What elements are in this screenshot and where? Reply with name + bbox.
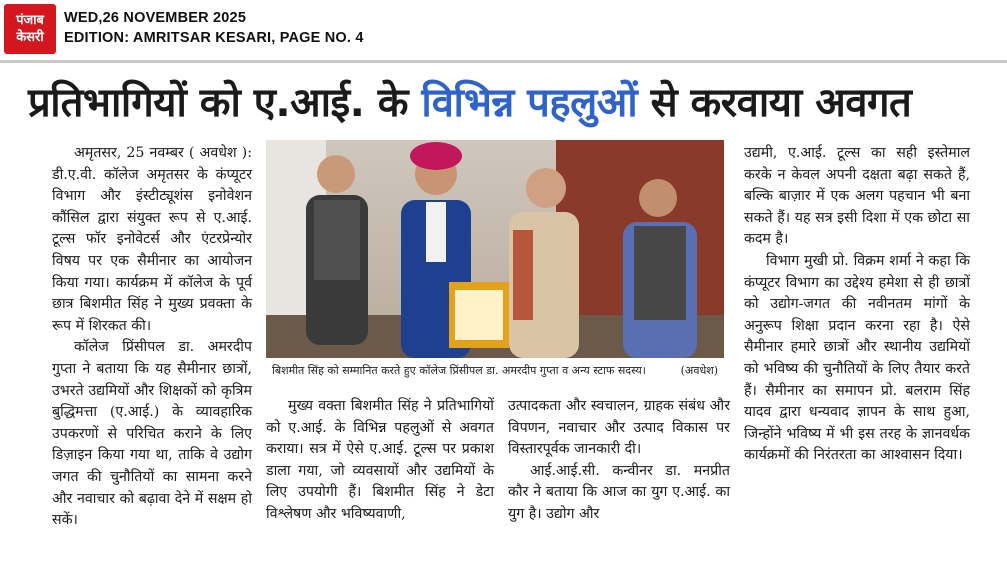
article-headline [28, 74, 988, 132]
caption-credit: (अवधेश) [680, 364, 718, 377]
logo-line-2: केसरी [16, 30, 44, 45]
headline-part-1: प्रतिभागियों को ए.आई. के [28, 80, 422, 126]
header-divider [0, 60, 1007, 63]
headline-highlight: विभिन्न पहलुओं [421, 80, 638, 126]
edition-meta [64, 8, 364, 48]
paragraph: आई.आई.सी. कन्वीनर डा. मनप्रीत कौर ने बताया कि आज का युग ए.आई. का युग है। उद्योग और [508, 462, 730, 522]
edition-info: EDITION: AMRITSAR KESARI, PAGE NO. 4 [64, 30, 364, 46]
article-photo [266, 140, 724, 358]
photo-illustration [266, 140, 724, 358]
masthead [0, 0, 1007, 58]
paragraph: विभाग मुखी प्रो. विक्रम शर्मा ने कहा कि कंप्यूटर विभाग का उद्देश्य हमेशा से ही छात्रों को उद्योग-जगत की नवीनतम मांगों के अनुरूप शिक्षा प्रदान करना रहा है। ऐसे सैमीनार हमारे छात्रों और स्थानीय उद्यमियों को भविष्य की चुनौतियों के लिए तैयार करते हैं। सैमीनार का समापन प्रो. बलराम सिंह यादव द्वारा धन्यवाद ज्ञापन के साथ हुआ, जिन्होंने भविष्य में भी इस तरह के ज्ञानवर्धक कार्यक्रमों की निरंतरता का आश्वासन दिया। [744, 252, 970, 464]
article-column-4 [744, 143, 970, 467]
paragraph: अमृतसर, 25 नवम्बर ( अवधेश ): डी.ए.वी. कॉलेज अमृतसर के कंप्यूटर विभाग और इंस्टीट्यूशंस इनोवेशन कौंसिल द्वारा संयुक्त रूप से ए.आई. टूल्स फॉर इनोवेटर्स और एंटरप्रेन्योर विषय पर एक सैमीनार का आयोजन किया गया। कार्यक्रम में कॉलेज के पूर्व छात्र बिशमीत सिंह ने मुख्य प्रवक्ता के रूप में शिरकत की। [52, 145, 252, 334]
paragraph: उद्यमी, ए.आई. टूल्स का सही इस्तेमाल करके न केवल अपनी दक्षता बढ़ा सकते हैं, बल्कि बाज़ार में एक अलग पहचान भी बना सकते हैं। यह सत्र इसी दिशा में एक छोटा सा कदम है। [744, 145, 970, 248]
article-column-1 [52, 143, 252, 532]
article-column-3 [508, 396, 730, 526]
headline-part-3: से करवाया अवगत [637, 80, 912, 126]
photo-caption [266, 360, 724, 382]
logo-line-1: पंजाब [16, 13, 44, 28]
article-column-2 [266, 396, 494, 526]
paragraph: उत्पादकता और स्वचालन, ग्राहक संबंध और विपणन, नवाचार और उत्पाद विकास पर विस्तारपूर्वक जानकारी दी। [508, 398, 730, 458]
paragraph: मुख्य वक्ता बिशमीत सिंह ने प्रतिभागियों को ए.आई. के विभिन्न पहलुओं से अवगत कराया। सत्र में ऐसे ए.आई. टूल्स पर प्रकाश डाला गया, जो व्यवसायों और उद्यमियों के लिए उपयोगी हैं। बिशमीत सिंह ने डेटा विश्लेषण और भविष्यवाणी, [266, 398, 494, 522]
paragraph: कॉलेज प्रिंसीपल डा. अमरदीप गुप्ता ने बताया कि यह सैमीनार छात्रों, उभरते उद्यमियों और शिक्षकों को कृत्रिम बुद्धिमत्ता (ए.आई.) के व्यावहारिक उपकरणों से परिचित कराने के लिए डिज़ाइन किया गया था, ताकि वे उद्योग जगत की चुनौतियों का सामना करने और नवाचार को बढ़ावा देने में सक्षम हो सकें। [52, 339, 252, 529]
publication-date: WED,26 NOVEMBER 2025 [64, 10, 247, 26]
caption-text: बिशमीत सिंह को सम्मानित करते हुए कॉलेज प्रिंसीपल डा. अमरदीप गुप्ता व अन्य स्टाफ सदस्य। [272, 364, 646, 377]
punjab-kesari-logo [4, 4, 56, 54]
